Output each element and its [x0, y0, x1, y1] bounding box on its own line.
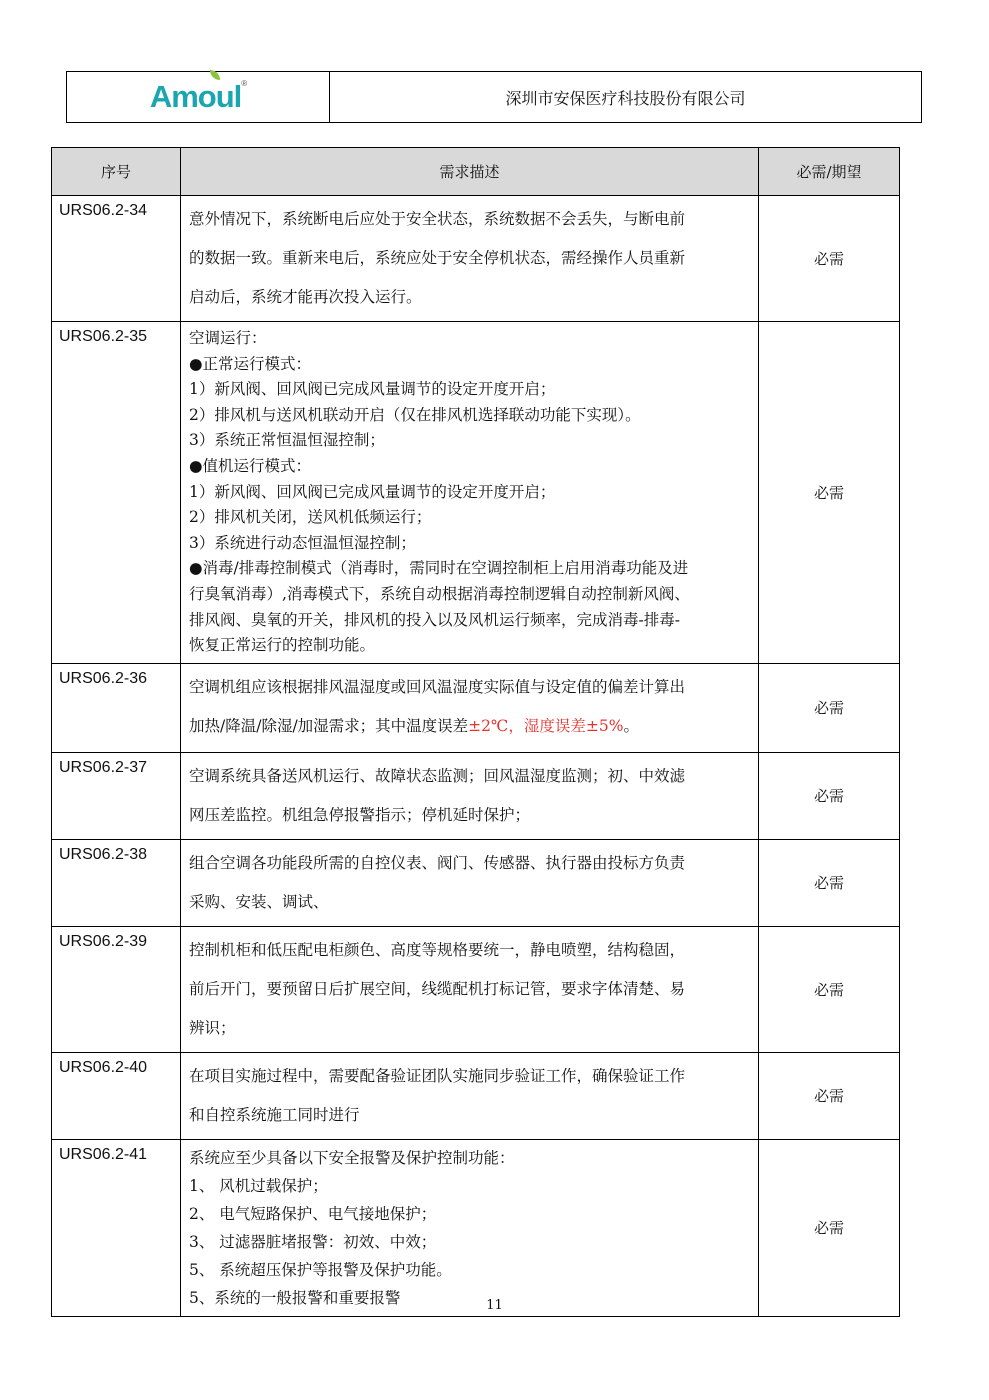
- desc-line: 空调系统具备送风机运行、故障状态监测；回风温湿度监测；初、中效滤: [189, 766, 686, 785]
- table-row: [52, 196, 900, 322]
- desc-line: 网压差监控。机组急停报警指示；停机延时保护；: [189, 805, 531, 824]
- desc-line: 意外情况下，系统断电后应处于安全状态，系统数据不会丢失，与断电前: [189, 210, 686, 228]
- row-desc: [181, 752, 759, 839]
- company-logo: [150, 79, 246, 115]
- table-row: [52, 663, 900, 752]
- desc-line: 5、 系统超压保护等报警及保护功能。: [189, 1260, 452, 1279]
- row-id: URS06.2-35: [52, 322, 181, 664]
- row-id: URS06.2-41: [52, 1139, 181, 1316]
- desc-line: 1）新风阀、回风阀已完成风量调节的设定开度开启；: [189, 380, 556, 399]
- desc-line: 的数据一致。重新来电后，系统应处于安全停机状态，需经操作人员重新: [189, 249, 686, 267]
- desc-line: 5、系统的一般报警和重要报警: [189, 1288, 401, 1307]
- col-header-desc: 需求描述: [181, 148, 759, 196]
- logo-text: Amoul: [149, 79, 242, 114]
- row-id: URS06.2-40: [52, 1052, 181, 1139]
- desc-line: 辨识；: [189, 1018, 236, 1037]
- desc-line: 前后开门，要预留日后扩展空间，线缆配机打标记管，要求字体清楚、易: [189, 979, 686, 998]
- desc-line: 排风阀、臭氧的开关，排风机的投入以及风机运行频率，完成消毒-排毒-: [189, 610, 680, 629]
- table-row: [52, 1052, 900, 1139]
- desc-line: 空调运行：: [189, 329, 267, 347]
- table-row: [52, 322, 900, 664]
- desc-line: 控制机柜和低压配电柜颜色、高度等规格要统一，静电喷塑，结构稳固，: [189, 940, 686, 959]
- row-req: 必需: [759, 663, 900, 752]
- table-row: [52, 752, 900, 839]
- page-number: 11: [486, 1298, 503, 1313]
- row-req: 必需: [759, 839, 900, 926]
- row-id: URS06.2-34: [52, 196, 181, 322]
- row-req: 必需: [759, 1139, 900, 1316]
- row-req: 必需: [759, 322, 900, 664]
- desc-line: 2、 电气短路保护、电气接地保护；: [189, 1204, 437, 1223]
- col-header-id: 序号: [52, 148, 181, 196]
- desc-line: 在项目实施过程中，需要配备验证团队实施同步验证工作，确保验证工作: [189, 1066, 686, 1085]
- row-desc: [181, 322, 759, 664]
- desc-line: 3、 过滤器脏堵报警：初效、中效；: [189, 1232, 437, 1251]
- table-header-row: [52, 148, 900, 196]
- row-req: 必需: [759, 752, 900, 839]
- desc-line: 3）系统正常恒温恒湿控制；: [189, 431, 385, 450]
- logo-cell: [67, 72, 330, 122]
- requirements-table: [51, 147, 900, 1317]
- desc-line: 3）系统进行动态恒温恒湿控制；: [189, 533, 416, 552]
- row-desc: [181, 926, 759, 1052]
- row-id: URS06.2-38: [52, 839, 181, 926]
- trademark-icon: ®: [241, 79, 247, 88]
- row-req: 必需: [759, 926, 900, 1052]
- row-desc: [181, 196, 759, 322]
- table-row: [52, 926, 900, 1052]
- desc-line: 行臭氧消毒）,消毒模式下，系统自动根据消毒控制逻辑自动控制新风阀、: [189, 584, 690, 603]
- desc-line: 恢复正常运行的控制功能。: [189, 636, 376, 655]
- desc-line: 采购、安装、调试、: [189, 892, 329, 911]
- desc-line: 2）排风机与送风机联动开启（仅在排风机选择联动功能下实现）。: [189, 405, 641, 424]
- highlight-text: ±2℃，湿度误差±5%: [468, 716, 624, 735]
- row-desc: [181, 839, 759, 926]
- row-id: URS06.2-39: [52, 926, 181, 1052]
- table-row: [52, 1139, 900, 1316]
- row-desc: [181, 1052, 759, 1139]
- desc-text: 加热/降温/除湿/加湿需求；其中温度误差: [189, 716, 469, 735]
- desc-line: 系统应至少具备以下安全报警及保护控制功能：: [189, 1148, 515, 1167]
- desc-line: 空调机组应该根据排风温湿度或回风温湿度实际值与设定值的偏差计算出: [189, 677, 686, 696]
- desc-text: 。: [623, 716, 639, 735]
- company-name: 深圳市安保医疗科技股份有限公司: [505, 88, 746, 108]
- row-desc: [181, 1139, 759, 1316]
- row-id: URS06.2-36: [52, 663, 181, 752]
- desc-line: 启动后，系统才能再次投入运行。: [189, 288, 422, 306]
- row-id: URS06.2-37: [52, 752, 181, 839]
- page-header: [66, 71, 922, 123]
- table-row: [52, 839, 900, 926]
- desc-line: 和自控系统施工同时进行: [189, 1105, 360, 1124]
- desc-line: ●正常运行模式：: [189, 354, 312, 373]
- desc-line: 1、 风机过载保护；: [189, 1176, 328, 1195]
- desc-line: ●消毒/排毒控制模式（消毒时，需同时在空调控制柜上启用消毒功能及进: [189, 559, 689, 578]
- desc-line: 1）新风阀、回风阀已完成风量调节的设定开度开启；: [189, 482, 556, 501]
- row-req: 必需: [759, 196, 900, 322]
- desc-line: [189, 707, 752, 746]
- desc-line: 组合空调各功能段所需的自控仪表、阀门、传感器、执行器由投标方负责: [189, 853, 686, 872]
- desc-line: ●值机运行模式：: [189, 456, 312, 475]
- col-header-req: 必需/期望: [759, 148, 900, 196]
- desc-line: 2）排风机关闭，送风机低频运行；: [189, 508, 432, 527]
- row-req: 必需: [759, 1052, 900, 1139]
- row-desc: [181, 663, 759, 752]
